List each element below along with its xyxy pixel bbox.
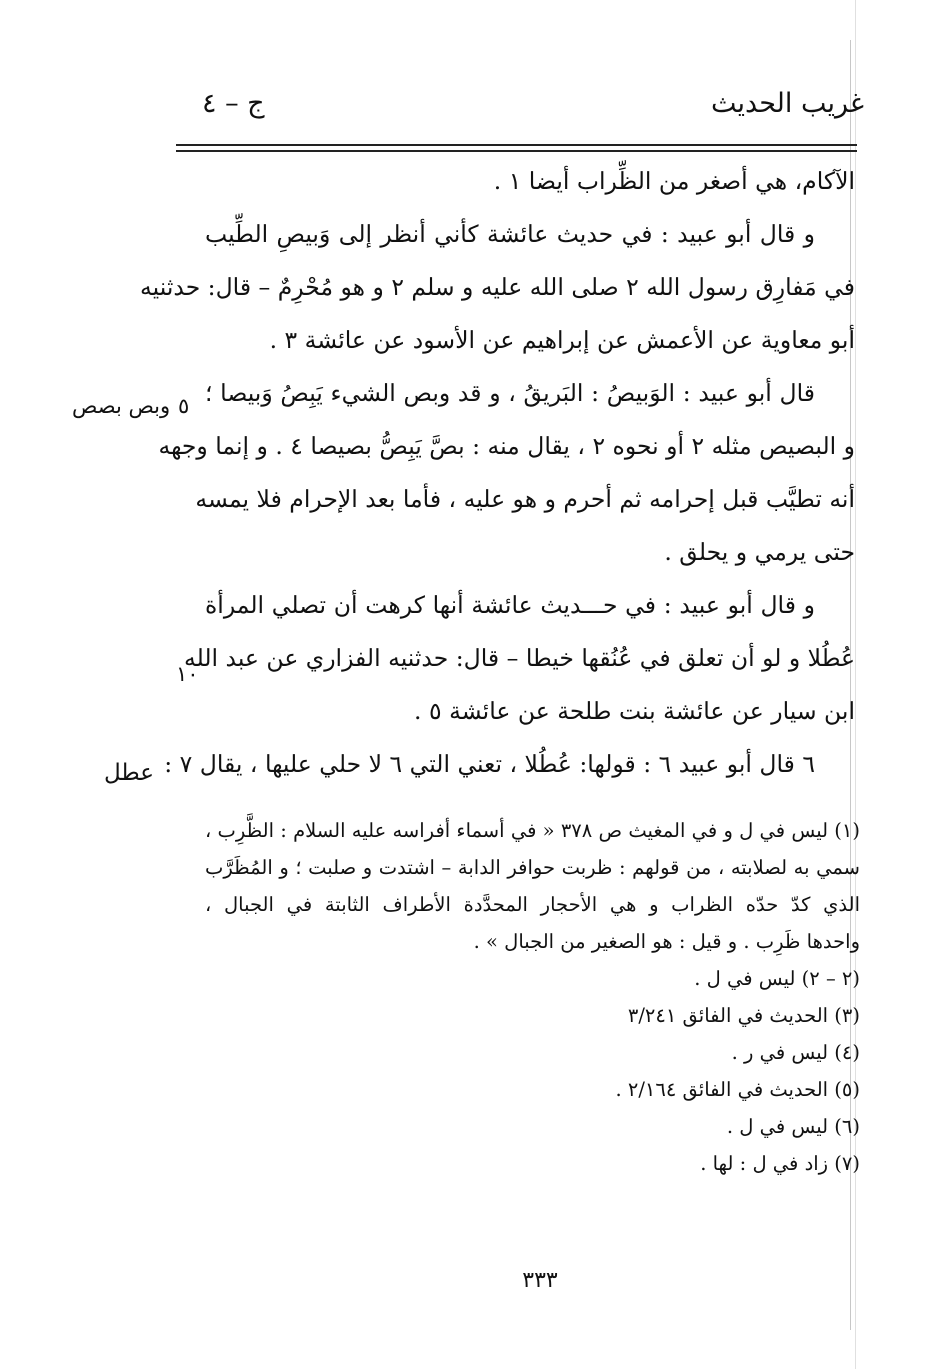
margin-line-number-10: ١٠ <box>176 662 199 686</box>
footnote-line: سمي به لصلابته ، من قولهم : ظربت حوافر الدابة – اشتدت و صلبت ؛ و المُظَرَّب <box>205 856 860 879</box>
footnote-line: الذي كدّ حدّه الظراب و هي الأحجار المحدَّدة الأطراف الثابتة في الجبال ، <box>205 893 860 916</box>
text-line: ٦ قال أبو عبيد ٦ : قولها: عُطُلا ، تعني التي ٦ لا حلي عليها ، يقال ٧ : <box>164 750 815 778</box>
page-number: ٣٣٣ <box>522 1268 558 1293</box>
footnote-line: (٢ – ٢) ليس في ل . <box>694 967 860 990</box>
text-line: و قال أبو عبيد : في حـــديث عائشة أنها كرهت أن تصلي المرأة <box>205 591 815 619</box>
running-title: غريب الحديث <box>711 88 864 119</box>
footnote-line: (٧) زاد في ل : لها . <box>700 1152 860 1175</box>
margin-headword-wabs: وبص بصص <box>72 394 171 418</box>
footnote-line: (٥) الحديث في الفائق ٢/١٦٤ . <box>615 1078 860 1101</box>
footnote-line: واحدها ظَرِب . و قيل : هو الصغير من الجبال » . <box>473 930 860 953</box>
text-line: أنه تطيَّب قبل إحرامه ثم أحرم و هو عليه ، فأما بعد الإحرام فلا يمسه <box>195 485 855 513</box>
footnote-line: (٦) ليس في ل . <box>726 1115 860 1138</box>
text-line: أبو معاوية عن الأعمش عن إبراهيم عن الأسود عن عائشة ٣ . <box>269 326 855 354</box>
text-line: حتى يرمي و يحلق . <box>664 538 855 566</box>
footnote-line: (١) ليس في ل و في المغيث ص ٣٧٨ « في أسماء أفراسه عليه السلام : الظَّرِب ، <box>205 819 861 842</box>
text-line: قال أبو عبيد : الوَبيصُ : البَريقُ ، و قد وبص الشيء يَبِصُ وَبيصا ؛ <box>205 379 815 407</box>
footnote-line: (٣) الحديث في الفائق ٣/٢٤١ <box>627 1004 860 1027</box>
text-line: و البصيص مثله ٢ أو نحوه ٢ ، يقال منه : بصَّ يَبِصُّ بصيصا ٤ . و إنما وجهه <box>158 432 855 460</box>
text-line: في مَفارِق رسول الله ٢ صلى الله عليه و سلم ٢ و هو مُحْرِمٌ – قال: حدثنيه <box>140 273 855 301</box>
header-rule-bottom <box>176 150 857 152</box>
volume-label: ج – ٤ <box>202 88 265 119</box>
text-line: عُطُلا و لو أن تعلق في عُنُقها خيطا – قال: حدثنيه الفزاري عن عبد الله <box>183 644 855 672</box>
footnote-line: (٤) ليس في ر . <box>731 1041 860 1064</box>
text-line: ابن سيار عن عائشة بنت طلحة عن عائشة ٥ . <box>414 697 855 725</box>
header-rule-top <box>176 144 857 146</box>
margin-headword-atal: عطل <box>104 760 155 786</box>
footnotes <box>205 812 860 1182</box>
text-line: و قال أبو عبيد : في حديث عائشة كأني أنظر إلى وَبيصِ الطِّيب <box>205 220 815 248</box>
margin-line-number-5: ٥ <box>178 394 190 418</box>
text-line: الآكام، هي أصغر من الظِّراب أيضا ١ . <box>493 167 855 195</box>
